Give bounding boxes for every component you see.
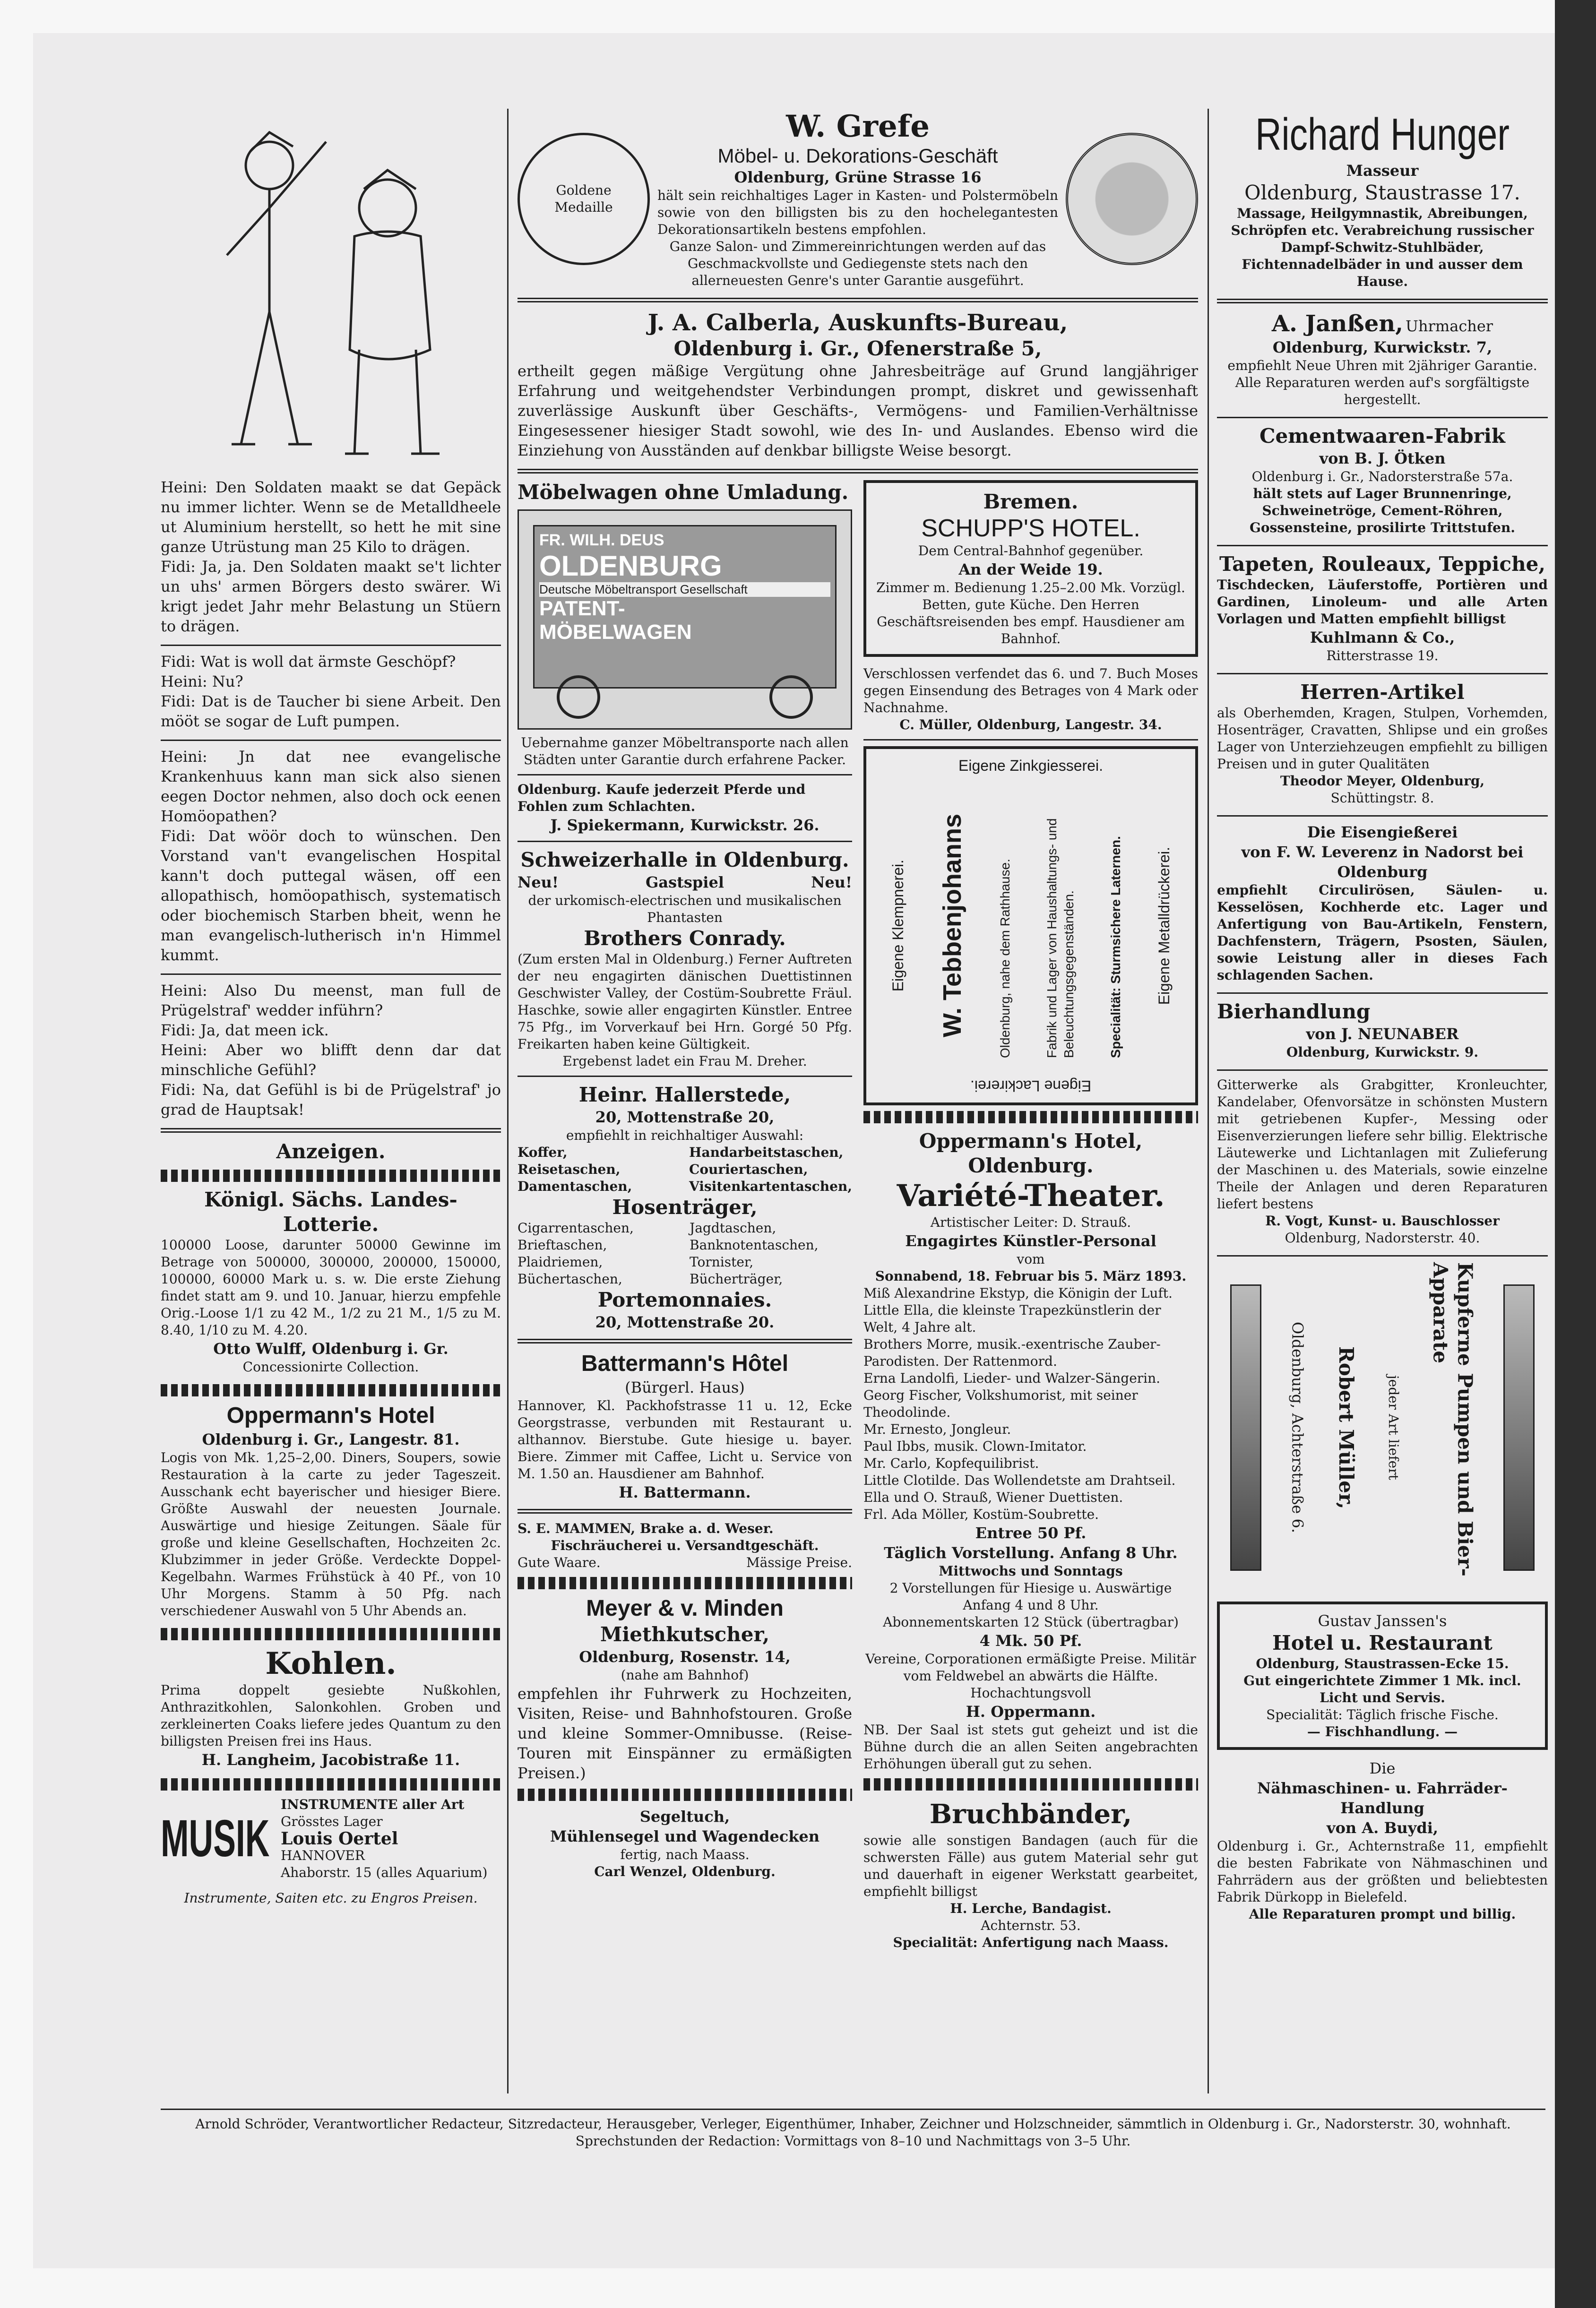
grefe-body2: Ganze Salon- und Zimmereinrichtungen werden auf das Geschmackvollste und Gediegenste stets nach den allerneuesten Genre's unter Garantie ausgeführt. <box>669 239 1046 288</box>
lerche-title: Bruchbänder, <box>929 1799 1132 1830</box>
pump-title: Kupferne Pumpen und Bier-Apparate <box>1429 1262 1477 1576</box>
column-middle <box>518 109 1198 2093</box>
variete-title: Variété-Theater. <box>897 1178 1165 1214</box>
grefe-title: W. Grefe <box>786 109 930 144</box>
zinc-left: Eigene Klempnerei. <box>889 860 906 992</box>
ornament-divider <box>518 1789 852 1801</box>
oetken-title: Cementwaaren-Fabrik <box>1260 424 1505 448</box>
schupp-city: Bremen. <box>983 490 1078 513</box>
gustav-line: Gut eingerichtete Zimmer 1 Mk. incl. Licht und Servis. <box>1243 1673 1521 1705</box>
lottery-body: 100000 Loose, darunter 50000 Gewinne im Betrage von 500000, 300000, 200000, 150000, 100000, 60000 Mark u. s. w. Die erste Ziehung findet statt am 9. und 10. Januar, hierzu empfehle Orig.-Loose 1/1 zu 42 M., 1/2 zu 21 M., 1/5 zu M. 8.40, 1/10 zu M. 4.20. <box>161 1237 501 1338</box>
book-spine <box>1555 0 1596 2308</box>
meyer-note: (nahe am Bahnhof) <box>621 1667 749 1683</box>
grefe-body: hält sein reichhaltiges Lager in Kasten- und Polstermöbeln sowie von den billigsten bis zu den hochelegantesten Dekorationsartikeln bestens empfohlen. <box>657 188 1058 237</box>
leverenz-line: von F. W. Leverenz in Nadorst bei Oldenburg <box>1241 843 1524 881</box>
mammen-line: Mässige Preise. <box>746 1555 852 1570</box>
dialogue-line: Fidi: Ja, ja. Den Soldaten maakt se't lichter un uhs' armen Börgers desto swärer. Wi krigt jedet Jahr mehr Belastung un Stüern to drägen. <box>161 558 501 635</box>
new-badge: Neu! <box>811 873 852 891</box>
battermann-firm: H. Battermann. <box>619 1483 751 1501</box>
dialogue-line: Fidi: Dat wöör doch to wünschen. Den Vorstand van't evangelischen Hospital kann't doch puttegal wäsen, off een allopathisch, homöopathisch, systematisch oder biochemisch Starben bheit, wenn he man evangelisch-lutherisch in'n Himmel kummt. <box>161 827 501 964</box>
furniture-wagon-illustration: FR. WILH. DEUS OLDENBURG Deutsche Möbeltransport Gesellschaft PATENT- MÖBELWAGEN <box>518 509 852 730</box>
schweizerhalle-title: Schweizerhalle in Oldenburg. <box>520 848 849 871</box>
ads-heading: Anzeigen. <box>276 1140 386 1163</box>
divider <box>518 774 852 775</box>
gustav-line: — Fischhandlung. — <box>1307 1724 1458 1740</box>
schweizerhalle-sub: der urkomisch-electrischen und musikalischen Phantasten <box>528 893 842 925</box>
mueller-body: Verschlossen verfendet das 6. und 7. Buch Moses gegen Einsendung des Betrages von 4 Mark oder Nachnahme. <box>863 666 1198 715</box>
wenzel-line: Segeltuch, <box>639 1808 730 1826</box>
dialogue-line: Fidi: Wat is woll dat ärmste Geschöpf? <box>161 653 456 671</box>
herren-address: Schüttingstr. 8. <box>1330 790 1434 806</box>
column-right <box>1217 109 1548 2093</box>
variete-line: Hochachtungsvoll <box>970 1685 1091 1701</box>
act-item: Paul Ibbs, musik. Clown-Imitator. <box>863 1438 1087 1454</box>
dialogue-line: Heini: Also Du meenst, man full de Prügelstraf' wedder inführn? <box>161 982 501 1019</box>
variete-line: vom <box>1017 1251 1045 1267</box>
ornament-divider <box>161 1778 501 1791</box>
kuhlmann-title: Tapeten, Rouleaux, Teppiche, <box>1219 552 1545 576</box>
zinc-right: Eigene Metalldrückerei. <box>1155 846 1173 1005</box>
pump-icon <box>1503 1284 1535 1571</box>
divider <box>518 1339 852 1343</box>
list-item: Damentaschen, <box>518 1179 632 1194</box>
musik-line: Grösstes Lager <box>281 1814 383 1829</box>
schupp-line: Dem Central-Bahnhof gegenüber. <box>918 543 1144 559</box>
act-item: Miß Alexandrine Ekstyp, die Königin der Luft. <box>863 1285 1173 1301</box>
list-item: Jagdtaschen, <box>690 1220 776 1236</box>
exhibition-medal-icon <box>1066 133 1198 265</box>
meyer-body: empfehlen ihr Fuhrwerk zu Hochzeiten, Visiten, Reise- und Bahnhofstouren. Große und kleine Sommer-Omnibusse. (Reise-Touren mit Einspänner zu ermäßigten Preisen.) <box>518 1685 852 1782</box>
dialogue-line: Heini: Den Soldaten maakt se dat Gepäck nu immer lichter. Wenn se de Metalldheele ut Aluminium herstellt, so hett he mit sine ganze Utrüstung man 25 Kilo to drägen. <box>161 478 501 556</box>
list-item: Couriertaschen, <box>689 1162 808 1177</box>
schweizerhalle-sign: Ergebenst ladet ein Frau M. Dreher. <box>562 1053 807 1069</box>
imprint-line: Sprechstunden der Redaction: Vormittags von 8–10 und Nachmittags von 3–5 Uhr. <box>575 2133 1131 2149</box>
vogt-body: Gitterwerke als Grabgitter, Kronleuchter, Kandelaber, Ofenvorsätze in schönsten Mustern mit getriebenen Kupfer-, Messing oder Eisenverzierungen liefere sehr billig. Elektrische Läutewerke und Lichtanlagen mit Zulieferung der Maschinen u. des Materials, sowie einzelne Theile der Anlagen und deren Reparaturen liefert bestens <box>1217 1077 1548 1212</box>
list-item: Plaidriemen, <box>518 1254 603 1270</box>
meyer-sub: Miethkutscher, <box>600 1623 770 1646</box>
musik-firm: Louis Oertel <box>281 1829 398 1849</box>
schupp-body: Zimmer m. Bedienung 1.25–2.00 Mk. Vorzügl. Betten, gute Küche. Den Herren Geschäftsreisenden bes empf. Hausdiener am Bahnhof. <box>876 580 1185 646</box>
divider <box>1217 1255 1548 1257</box>
grefe-sub: Möbel- u. Dekorations-Geschäft <box>717 145 998 167</box>
ornament-divider <box>161 1628 501 1640</box>
zinc-title: Eigene Zinkgiesserei. <box>958 757 1103 774</box>
wheel-icon <box>769 675 813 719</box>
vogt-firm: R. Vogt, Kunst- u. Bauschlosser <box>1265 1213 1500 1229</box>
mammen-line: S. E. MAMMEN, Brake a. d. Weser. <box>518 1521 774 1536</box>
variete-line: Oppermann's Hotel, Oldenburg. <box>919 1129 1143 1177</box>
schweizerhalle-body: (Zum ersten Mal in Oldenburg.) Ferner Auftreten der neu engagirten dänischen Duettistinnen Geschwister Valley, der Costüm-Soubrette Fräul. Haschke, sowie aller engagirten Künstler. Entree 75 Pfg., im Vorverkauf bei Hrn. Gorgé 50 Pfg. Freikarten haben keine Gültigkeit. <box>518 951 852 1052</box>
list-item: Tornister, <box>690 1254 754 1270</box>
variete-line: Mittwochs und Sonntags <box>939 1563 1123 1579</box>
variete-entree: Entree 50 Pf. <box>975 1524 1087 1542</box>
list-item: Büchertaschen, <box>518 1271 622 1287</box>
gustav-line: Specialität: Täglich frische Fische. <box>1266 1707 1499 1722</box>
hotel-body: Logis von Mk. 1,25–2,00. Diners, Soupers, sowie Restauration à la carte zu jeder Tageszeit. Ausschank echt bayerischer und hiesiger Biere. Größte Auswahl der neuesten Journale. Auswärtige und hiesige Zeitungen. Säale für große und kleine Gesellschaften, Hochzeiten 2c. Klubzimmer in jeder Größe. Verdeckte Doppel-Kegelbahn. Warmes Frühstück à 40 Pf., von 10 Uhr Morgens. Stamm à 50 Pfg. nach verschiedener Auswahl von 5 Uhr Abends an. <box>161 1450 501 1619</box>
hunger-sub: Masseur <box>1346 162 1419 180</box>
ornament-divider <box>161 1384 501 1396</box>
ornament-divider <box>863 1778 1198 1791</box>
list-item: Brieftaschen, <box>518 1237 607 1253</box>
schupp-line: An der Weide 19. <box>958 560 1103 578</box>
wenzel-firm: Carl Wenzel, Oldenburg. <box>594 1864 776 1879</box>
hallerstede-title: Heinr. Hallerstede, <box>578 1083 791 1106</box>
divider <box>161 973 501 975</box>
kuhlmann-firm: Kuhlmann & Co., <box>1310 629 1455 646</box>
mammen-line: Fischräucherei u. Versandtgeschäft. <box>551 1538 819 1553</box>
spiekermann-body: Oldenburg. Kaufe jederzeit Pferde und Fohlen zum Schlachten. <box>518 782 806 814</box>
hunger-body: Massage, Heilgymnastik, Abreibungen, Schröpfen etc. Verabreichung russischer Dampf-Schwitz-Stuhlbäder, Fichtennadelbäder in und ausser dem Hause. <box>1231 206 1534 289</box>
divider <box>1217 992 1548 994</box>
divider <box>1217 545 1548 546</box>
lerche-spec: Specialität: Anfertigung nach Maass. <box>893 1935 1169 1950</box>
hallerstede-address: 20, Mottenstraße 20, <box>595 1108 775 1126</box>
musik-line: Ahaborstr. 15 (alles Aquarium) <box>281 1865 488 1880</box>
mueller-firm: C. Müller, Oldenburg, Langestr. 34. <box>899 717 1162 732</box>
act-item: Little Ella, die kleinste Trapezkünstlerin der Welt, 4 Jahre alt. <box>863 1302 1161 1335</box>
list-item: Reisetaschen, <box>518 1162 621 1177</box>
pump-icon <box>1230 1284 1261 1571</box>
column-divider <box>507 109 509 2093</box>
zinc-spec: Specialität: Sturmsichere Laternen. <box>1108 836 1123 1058</box>
herren-title: Herren-Artikel <box>1300 680 1465 704</box>
oetken-name: von B. J. Ötken <box>1319 449 1446 467</box>
divider <box>161 645 501 646</box>
zinc-address: Oldenburg, nahe dem Rathhause. <box>997 859 1012 1058</box>
mammen-line: Gute Waare. <box>518 1555 601 1570</box>
imprint-footer <box>161 2103 1545 2150</box>
pump-firm: Robert Müller, <box>1335 1346 1358 1509</box>
calberla-body: ertheilt gegen mäßige Vergütung ohne Jahresbeiträge auf Grund langjähriger Erfahrung und weitgehendster Verbindungen prompt, diskret und gewissenhaft zuverlässige Auskunft über Geschäfts-, Vermögens- und Familien-Verhältnisse Eingesessener hiesiger Stadt sowohl, wie des In- und Auslandes. Ebenso wird die Einziehung von Ausständen auf denkbar billigste Weise besorgt. <box>518 362 1198 459</box>
variete-line: Vereine, Corporationen ermäßigte Preise. Militär vom Feldwebel an abwärts die Hälfte. <box>865 1651 1196 1684</box>
divider <box>1217 815 1548 817</box>
zinc-body: Fabrik und Lager von Haushaltungs- und Beleuchtungsgegenständen. <box>1044 818 1076 1058</box>
zinc-foundry-ad <box>863 746 1198 1105</box>
divider <box>1217 673 1548 674</box>
dialogue-line: Fidi: Na, dat Gefühl is bi de Prügelstraf' jo grad de Hauptsak! <box>161 1081 501 1119</box>
lottery-firm: Otto Wulff, Oldenburg i. Gr. <box>213 1340 449 1358</box>
cartoon-illustration <box>161 109 501 477</box>
musik-wordmark: MUSIK <box>161 1809 270 1868</box>
act-item: Georg Fischer, Volkshumorist, mit seiner Theodolinde. <box>863 1387 1138 1420</box>
wenzel-line: fertig, nach Maass. <box>620 1847 750 1862</box>
buydi-end: Alle Reparaturen prompt und billig. <box>1249 1906 1516 1922</box>
lottery-title: Königl. Sächs. Landes-Lotterie. <box>204 1188 457 1236</box>
lottery-sub: Concessionirte Collection. <box>242 1359 419 1375</box>
buydi-name: von A. Buydi, <box>1326 1819 1439 1837</box>
variete-nb: NB. Der Saal ist stets gut geheizt und ist die Bühne durch die an allen Seiten angebrachten Erhöhungen überall gut zu sehen. <box>863 1722 1198 1772</box>
variete-line: Artistischer Leiter: D. Strauß. <box>930 1214 1131 1230</box>
divider <box>161 2109 1545 2110</box>
spiekermann-firm: J. Spiekermann, Kurwickstr. 26. <box>550 816 820 834</box>
gustav-line: Oldenburg, Staustrassen-Ecke 15. <box>1256 1656 1509 1671</box>
battermann-sub: (Bürgerl. Haus) <box>625 1378 745 1396</box>
list-item: Bücherträger, <box>690 1271 783 1287</box>
divider <box>518 469 1198 474</box>
kuhlmann-address: Ritterstrasse 19. <box>1326 648 1439 663</box>
variete-line: Engagirtes Künstler-Personal <box>905 1232 1156 1250</box>
hallerstede-mid: Hosenträger, <box>612 1196 758 1219</box>
buydi-line: Die <box>1369 1759 1396 1777</box>
dialogue-line: Heini: Nu? <box>161 672 243 690</box>
column-left <box>161 109 501 2093</box>
list-item: Koffer, <box>518 1145 568 1160</box>
hotel-address: Oldenburg i. Gr., Langestr. 81. <box>202 1430 460 1448</box>
variete-line: Abonnementskarten 12 Stück (übertragbar) <box>883 1614 1179 1630</box>
list-item: Cigarrentaschen, <box>518 1220 634 1236</box>
battermann-title: Battermann's Hôtel <box>581 1351 789 1376</box>
herren-body: als Oberhemden, Kragen, Stulpen, Vorhemden, Hosenträger, Cravatten, Shlipse und ein großes Lager von Unterziehzeugen empfiehlt zu billigen Preisen und in guter Qualitäten <box>1217 705 1548 772</box>
wagon-title: Möbelwagen ohne Umladung. <box>518 481 849 504</box>
pump-line: Oldenburg, Achterstraße 6. <box>1288 1322 1307 1533</box>
meyer-title: Meyer & v. Minden <box>586 1596 784 1621</box>
list-item: Banknotentaschen, <box>690 1237 819 1253</box>
divider <box>863 739 1198 741</box>
musik-footer: Instrumente, Saiten etc. zu Engros Preisen. <box>184 1890 478 1906</box>
schupp-title: SCHUPP'S HOTEL. <box>921 515 1140 542</box>
list-item: Handarbeitstaschen, <box>689 1145 844 1160</box>
divider <box>518 1509 852 1514</box>
divider <box>161 1128 501 1133</box>
neunaber-title: Bierhandlung <box>1217 1000 1371 1023</box>
calberla-title: J. A. Calberla, Auskunfts-Bureau, <box>647 310 1068 336</box>
gustav-title: Hotel u. Restaurant <box>1272 1631 1492 1654</box>
coal-title: Kohlen. <box>265 1646 397 1681</box>
list-item: Visitenkartentaschen, <box>689 1179 852 1194</box>
act-item: Mr. Carlo, Kopfequilibrist. <box>863 1455 1039 1471</box>
wagon-body: Uebernahme ganzer Möbeltransporte nach allen Städten unter Garantie durch erfahrene Packer. <box>521 735 849 767</box>
act-item: Erna Landolfi, Lieder- und Walzer-Sängerin. <box>863 1370 1161 1386</box>
coal-body: Prima doppelt gesiebte Nußkohlen, Anthrazitkohlen, Salonkohlen. Groben und zerkleinerten Coaks liefere jedes Quantum zu den billigsten Preisen frei ins Haus. <box>161 1682 501 1749</box>
wheel-icon <box>557 675 600 719</box>
variete-dates: Sonnabend, 18. Februar bis 5. März 1893. <box>875 1268 1187 1284</box>
musik-line: INSTRUMENTE aller Art <box>281 1797 465 1812</box>
hotel-title: Oppermann's Hotel <box>226 1403 435 1428</box>
act-item: Little Clotilde. Das Wollendetste am Drahtseil. <box>863 1473 1176 1488</box>
vogt-address: Oldenburg, Nadorsterstr. 40. <box>1285 1230 1480 1246</box>
act-item: Frl. Ada Möller, Kostüm-Soubrette. <box>863 1507 1099 1522</box>
divider <box>518 841 852 842</box>
neunaber-address: Oldenburg, Kurwickstr. 9. <box>1286 1044 1479 1060</box>
two-men-cartoon <box>184 113 477 473</box>
gustav-line: Gustav Janssen's <box>1318 1612 1447 1630</box>
divider <box>1217 299 1548 303</box>
schweizerhalle-act: Brothers Conrady. <box>584 927 786 950</box>
divider <box>1217 1069 1548 1071</box>
act-item: Mr. Ernesto, Jongleur. <box>863 1421 1011 1437</box>
leverenz-body: empfiehlt Circulirösen, Säulen- u. Kesselösen, Kochherde etc. Lager und Anfertigung von Bau-Artikeln, Fenstern, Dachfenstern, Trägern, Psosten, Säulen, sowie Leistung aller in dieses Fach schlagenden Sachen. <box>1217 882 1548 983</box>
buydi-body: Oldenburg i. Gr., Achternstraße 11, empfiehlt die besten Fabrikate von Nähmaschinen und Fahrrädern aus der größten und beliebtesten Fabrik Dürkopp in Bielefeld. <box>1217 1838 1548 1905</box>
dialogue-line: Fidi: Dat is de Taucher bi siene Arbeit. Den mööt se sogar de Luft pumpen. <box>161 692 501 730</box>
variete-line: Anfang 4 und 8 Uhr. <box>963 1597 1099 1613</box>
act-item: Brothers Morre, musik.-exentrische Zauber-Parodisten. Der Rattenmord. <box>863 1336 1161 1369</box>
gold-medal-icon: Goldene Medaille <box>518 133 650 265</box>
variete-daily: Täglich Vorstellung. Anfang 8 Uhr. <box>884 1544 1178 1562</box>
variete-line: 2 Vorstellungen für Hiesige u. Auswärtige <box>889 1580 1172 1596</box>
buydi-title: Nähmaschinen- u. Fahrräder-Handlung <box>1257 1779 1508 1817</box>
lerche-address: Achternstr. 53. <box>981 1918 1081 1933</box>
zinc-name: W. Tebbenjohanns <box>938 814 966 1038</box>
variete-line: 4 Mk. 50 Pf. <box>979 1632 1082 1650</box>
ornament-divider <box>161 1170 501 1182</box>
dialogue-line: Fidi: Ja, dat meen ick. <box>161 1021 329 1039</box>
janssen-address: Oldenburg, Kurwickstr. 7, <box>1272 338 1492 356</box>
divider <box>518 1076 852 1077</box>
janssen-title: A. Janßen, <box>1271 310 1403 337</box>
lerche-firm: H. Lerche, Bandagist. <box>950 1901 1112 1916</box>
neunaber-name: von J. NEUNABER <box>1306 1025 1459 1043</box>
divider <box>161 740 501 741</box>
coal-firm: H. Langheim, Jacobistraße 11. <box>201 1751 460 1769</box>
meyer-address: Oldenburg, Rosenstr. 14, <box>579 1648 791 1666</box>
ornament-divider <box>518 1577 852 1589</box>
leverenz-line: Die Eisengießerei <box>1307 823 1458 841</box>
hallerstede-end: Portemonnaies. <box>597 1288 772 1311</box>
hallerstede-intro: empfiehlt in reichhaltiger Auswahl: <box>566 1128 804 1143</box>
hunger-title: Richard Hunger <box>1255 109 1510 160</box>
kuhlmann-body: Tischdecken, Läuferstoffe, Portièren und Gardinen, Linoleum- und alle Arten Vorlagen und Matten empfiehlt billigst <box>1217 577 1548 627</box>
hunger-address: Oldenburg, Staustrasse 17. <box>1244 181 1520 204</box>
divider <box>518 298 1198 302</box>
act-item: Ella und O. Strauß, Wiener Duettisten. <box>863 1490 1123 1505</box>
column-divider <box>1208 109 1209 2093</box>
pump-line: jeder Art liefert <box>1385 1375 1401 1480</box>
calberla-address: Oldenburg i. Gr., Ofenerstraße 5, <box>673 337 1042 360</box>
musik-line: HANNOVER <box>281 1848 365 1863</box>
wenzel-line: Mühlensegel und Wagendecken <box>550 1827 820 1845</box>
dialogue-line: Heini: Jn dat nee evangelische Krankenhuus kann man sick also sienen eegen Doctor nehmen, also doch ock eenen Homöopathen? <box>161 748 501 825</box>
battermann-body: Hannover, Kl. Packhofstrasse 11 u. 12, Ecke Georgstrasse, verbunden mit Restaurant u. althannov. Bierstube. Gute hiesige u. bayer. Biere. Zimmer mit Caffee, Licht u. Service von M. 1.50 an. Hausdiener am Bahnhof. <box>518 1398 852 1481</box>
janssen-body: empfiehlt Neue Uhren mit 2jähriger Garantie. Alle Reparaturen werden auf's sorgfältigste hergestellt. <box>1227 358 1537 407</box>
janssen-tail: Uhrmacher <box>1406 317 1493 335</box>
divider <box>1217 417 1548 418</box>
new-badge: Neu! <box>518 873 559 891</box>
lerche-body: sowie alle sonstigen Bandagen (auch für die schwersten Fälle) aus gutem Material sehr gut und dauerhaft in eigener Werkstatt gearbeitet, empfiehlt billigst <box>863 1833 1198 1899</box>
oetken-address: Oldenburg i. Gr., Nadorsterstraße 57a. <box>1251 469 1513 484</box>
hallerstede-address2: 20, Mottenstraße 20. <box>595 1313 775 1331</box>
herren-firm: Theodor Meyer, Oldenburg, <box>1280 773 1485 789</box>
dialogue-line: Heini: Aber wo blifft denn dar dat minschliche Gefühl? <box>161 1041 501 1079</box>
grefe-address: Oldenburg, Grüne Strasse 16 <box>734 168 982 186</box>
zinc-bottom: Eigene Lackirerei. <box>970 1077 1092 1094</box>
gastspiel-label: Gastspiel <box>646 873 724 891</box>
oetken-body: hält stets auf Lager Brunnenringe, Schweinetröge, Cement-Röhren, Gossensteine, prosilirte Trittstufen. <box>1249 486 1516 535</box>
imprint-line: Arnold Schröder, Verantwortlicher Redacteur, Sitzredacteur, Herausgeber, Verleger, Eigenthümer, Inhaber, Zeichner und Holzschneider, sämmtlich in Oldenburg i. Gr., Nadorsterstr. 30, wohnhaft. <box>195 2116 1511 2132</box>
ornament-divider <box>863 1111 1198 1123</box>
variete-sign: H. Oppermann. <box>966 1703 1096 1721</box>
